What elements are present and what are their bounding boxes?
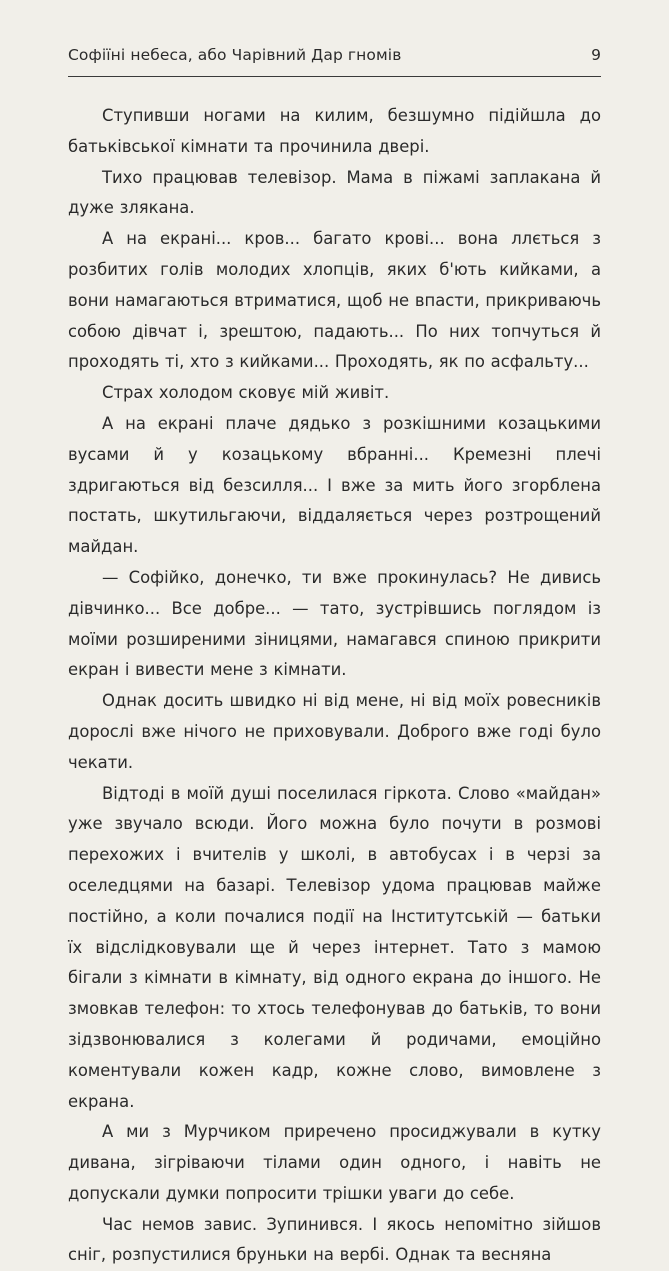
paragraph: Страх холодом сковує мій живіт. [102, 383, 390, 403]
paragraph: Ступивши ногами на килим, безшумно підійшла до батьківської кімнати та прочинила двері. [68, 106, 601, 156]
paragraph: Тихо працював телевізор. Мама в піжамі заплакана й дуже злякана. [68, 167, 601, 218]
paragraph: А на екрані плаче дядько з розкішними козацькими вусами й у козацькому вбранні... Кремезні плечі здригаються від безсилля... І вже за мить його згорблена постать, шкутильгаючи, віддаляється через розтрощений майдан. [68, 413, 601, 557]
paragraph: Час немов завис. Зупинився. І якось непомітно зійшов сніг, розпустилися бруньки на вербі. Однак та весняна [68, 1214, 601, 1265]
paragraph: Відтоді в моїй душі поселилася гіркота. Слово «майдан» уже звучало всюди. Його можна було почути в розмові перехожих і вчителів у школі, в автобусах і в черзі за оселедцями на базарі. Телевізор удома працював майже постійно, а коли почалися події на Інститутській — батьки їх відслідковували ще й через інтернет. Тато з мамою бігали з кімнати в кімнату, від одного екрана до іншого. Не змовкав телефон: то хтось телефонував до батьків, то вони зідзвонювалися з колегами й родичами, емоційно коментували кожен кадр, кожне слово, вимовлене з екрана. [68, 783, 601, 1111]
header-rule [68, 76, 601, 77]
running-title: Софіїні небеса, або Чарівний Дар гномів [68, 46, 402, 64]
paragraph: А на екрані... кров... багато крові... вона ллється з розбитих голів молодих хлопців, яких б'ють кийками, а вони намагаються втриматися, щоб не впасти, прикриваючь собою дівчат і, зрештою, падають... По них топчуться й проходять ті, хто з кийками... Проходять, як по асфальту... [68, 229, 601, 372]
paragraph: — Софійко, донечко, ти вже прокинулась? Не дивись дівчинко... Все добре... — тато, зустрівшись поглядом із моїми розширеними зіницями, намагався спиною прикрити екран і вивести мене з кімнати. [68, 567, 601, 680]
body-text [68, 101, 601, 1271]
page-number: 9 [591, 46, 601, 64]
paragraph: А ми з Мурчиком приречено просиджували в кутку дивана, зігріваючи тілами один одного, і навіть не допускали думки попросити трішки уваги до себе. [68, 1122, 601, 1203]
paragraph: Однак досить швидко ні від мене, ні від моїх ровесників дорослі вже нічого не приховували. Доброго вже годі було чекати. [68, 691, 601, 772]
running-header [68, 46, 601, 76]
